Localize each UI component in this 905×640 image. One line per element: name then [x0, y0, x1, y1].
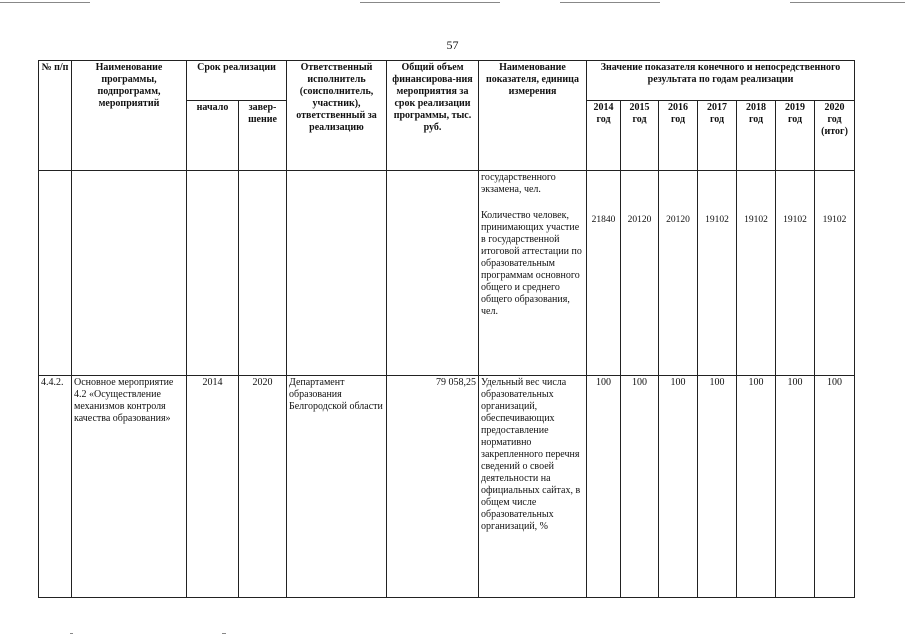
- header-values: Значение показателя конечного и непосредственного результата по годам реализации: [587, 61, 855, 101]
- value-2017: 100: [698, 376, 737, 598]
- spacer: [778, 172, 812, 186]
- spacer: [589, 200, 618, 214]
- value-2015: 100: [621, 376, 659, 598]
- row-start: 2014: [187, 376, 239, 598]
- spacer: [661, 200, 695, 214]
- header-term-end: завер-шение: [239, 101, 287, 171]
- row-name: Основное мероприятие 4.2 «Осуществление механизмов контроля качества образования»: [72, 376, 187, 598]
- row-executor: Департамент образования Белгородской области: [287, 376, 387, 598]
- value-2016: 100: [659, 376, 698, 598]
- row-value: [737, 171, 776, 376]
- value-2017: 19102: [705, 215, 729, 225]
- header-executor: Ответственный исполнитель (соисполнитель, участник), ответственный за реализацию: [287, 61, 387, 171]
- spacer: [589, 186, 618, 200]
- scan-artifact-line: [360, 2, 500, 3]
- spacer: [661, 172, 695, 186]
- spacer: [700, 186, 734, 200]
- spacer: [739, 172, 773, 186]
- header-indicator: Наименование показателя, единица измерения: [479, 61, 587, 171]
- value-2019: 19102: [783, 215, 807, 225]
- value-2015: 20120: [627, 215, 652, 225]
- row-executor: [287, 171, 387, 376]
- header-term-start: начало: [187, 101, 239, 171]
- spacer: [817, 172, 852, 186]
- spacer: [817, 200, 852, 214]
- row-indicator-cell: [479, 171, 587, 376]
- spacer: [661, 186, 695, 200]
- spacer: [589, 172, 618, 186]
- spacer: [623, 172, 656, 186]
- spacer: [700, 172, 734, 186]
- header-year: 2018 год: [737, 101, 776, 171]
- value-2014: 21840: [591, 215, 616, 225]
- header-num: № п/п: [39, 61, 72, 171]
- spacer: [778, 200, 812, 214]
- row-end: 2020: [239, 376, 287, 598]
- row-value: [621, 171, 659, 376]
- header-year: 2015 год: [621, 101, 659, 171]
- row-value: [698, 171, 737, 376]
- row-indicator: Количество человек, принимающих участие в государственной итоговой аттестации по образовательным программам основного общего и среднего общего образования, чел.: [481, 210, 582, 317]
- spacer: [817, 186, 852, 200]
- header-year: 2017 год: [698, 101, 737, 171]
- spacer: [623, 186, 656, 200]
- value-2018: 100: [737, 376, 776, 598]
- program-table: [38, 60, 855, 598]
- header-year: 2019 год: [776, 101, 815, 171]
- header-year: 2016 год: [659, 101, 698, 171]
- row-funding: [387, 171, 479, 376]
- header-name: Наименование программы, подпрограмм, мероприятий: [72, 61, 187, 171]
- header-year: 2014 год: [587, 101, 621, 171]
- spacer: [778, 186, 812, 200]
- row-indicator: Удельный вес числа образовательных организаций, обеспечивающих предоставление нормативно закрепленного перечня сведений о своей деятельности на официальных сайтах, в общем числе образовательных организаций, %: [479, 376, 587, 598]
- spacer: [623, 200, 656, 214]
- header-year: 2020 год (итог): [815, 101, 855, 171]
- row-value: [776, 171, 815, 376]
- page-number: 57: [446, 38, 459, 52]
- row-end: [239, 171, 287, 376]
- spacer: [739, 200, 773, 214]
- spacer: [481, 196, 584, 210]
- row-indicator-continued: государственного экзамена, чел.: [481, 172, 556, 195]
- value-2020: 19102: [822, 215, 847, 225]
- value-2020: 100: [815, 376, 855, 598]
- row-funding: 79 058,25: [387, 376, 479, 598]
- row-start: [187, 171, 239, 376]
- value-2019: 100: [776, 376, 815, 598]
- table-row: [39, 376, 855, 598]
- spacer: [739, 186, 773, 200]
- header-term: Срок реализации: [187, 61, 287, 101]
- scan-artifact-dot: [70, 633, 73, 634]
- header-funding: Общий объем финансирова-ния мероприятия за срок реализации программы, тыс. руб.: [387, 61, 479, 171]
- value-2018: 19102: [744, 215, 768, 225]
- scan-artifact-line: [790, 2, 905, 3]
- row-value: [815, 171, 855, 376]
- scan-artifact-line: [560, 2, 660, 3]
- spacer: [700, 200, 734, 214]
- row-num: [39, 171, 72, 376]
- row-value: [659, 171, 698, 376]
- row-value: [587, 171, 621, 376]
- value-2014: 100: [587, 376, 621, 598]
- value-2016: 20120: [666, 215, 690, 225]
- table-row: [39, 171, 855, 376]
- scan-artifact-dot: [222, 633, 226, 634]
- row-num: 4.4.2.: [39, 376, 72, 598]
- scan-artifact-line: [0, 2, 90, 3]
- row-name: [72, 171, 187, 376]
